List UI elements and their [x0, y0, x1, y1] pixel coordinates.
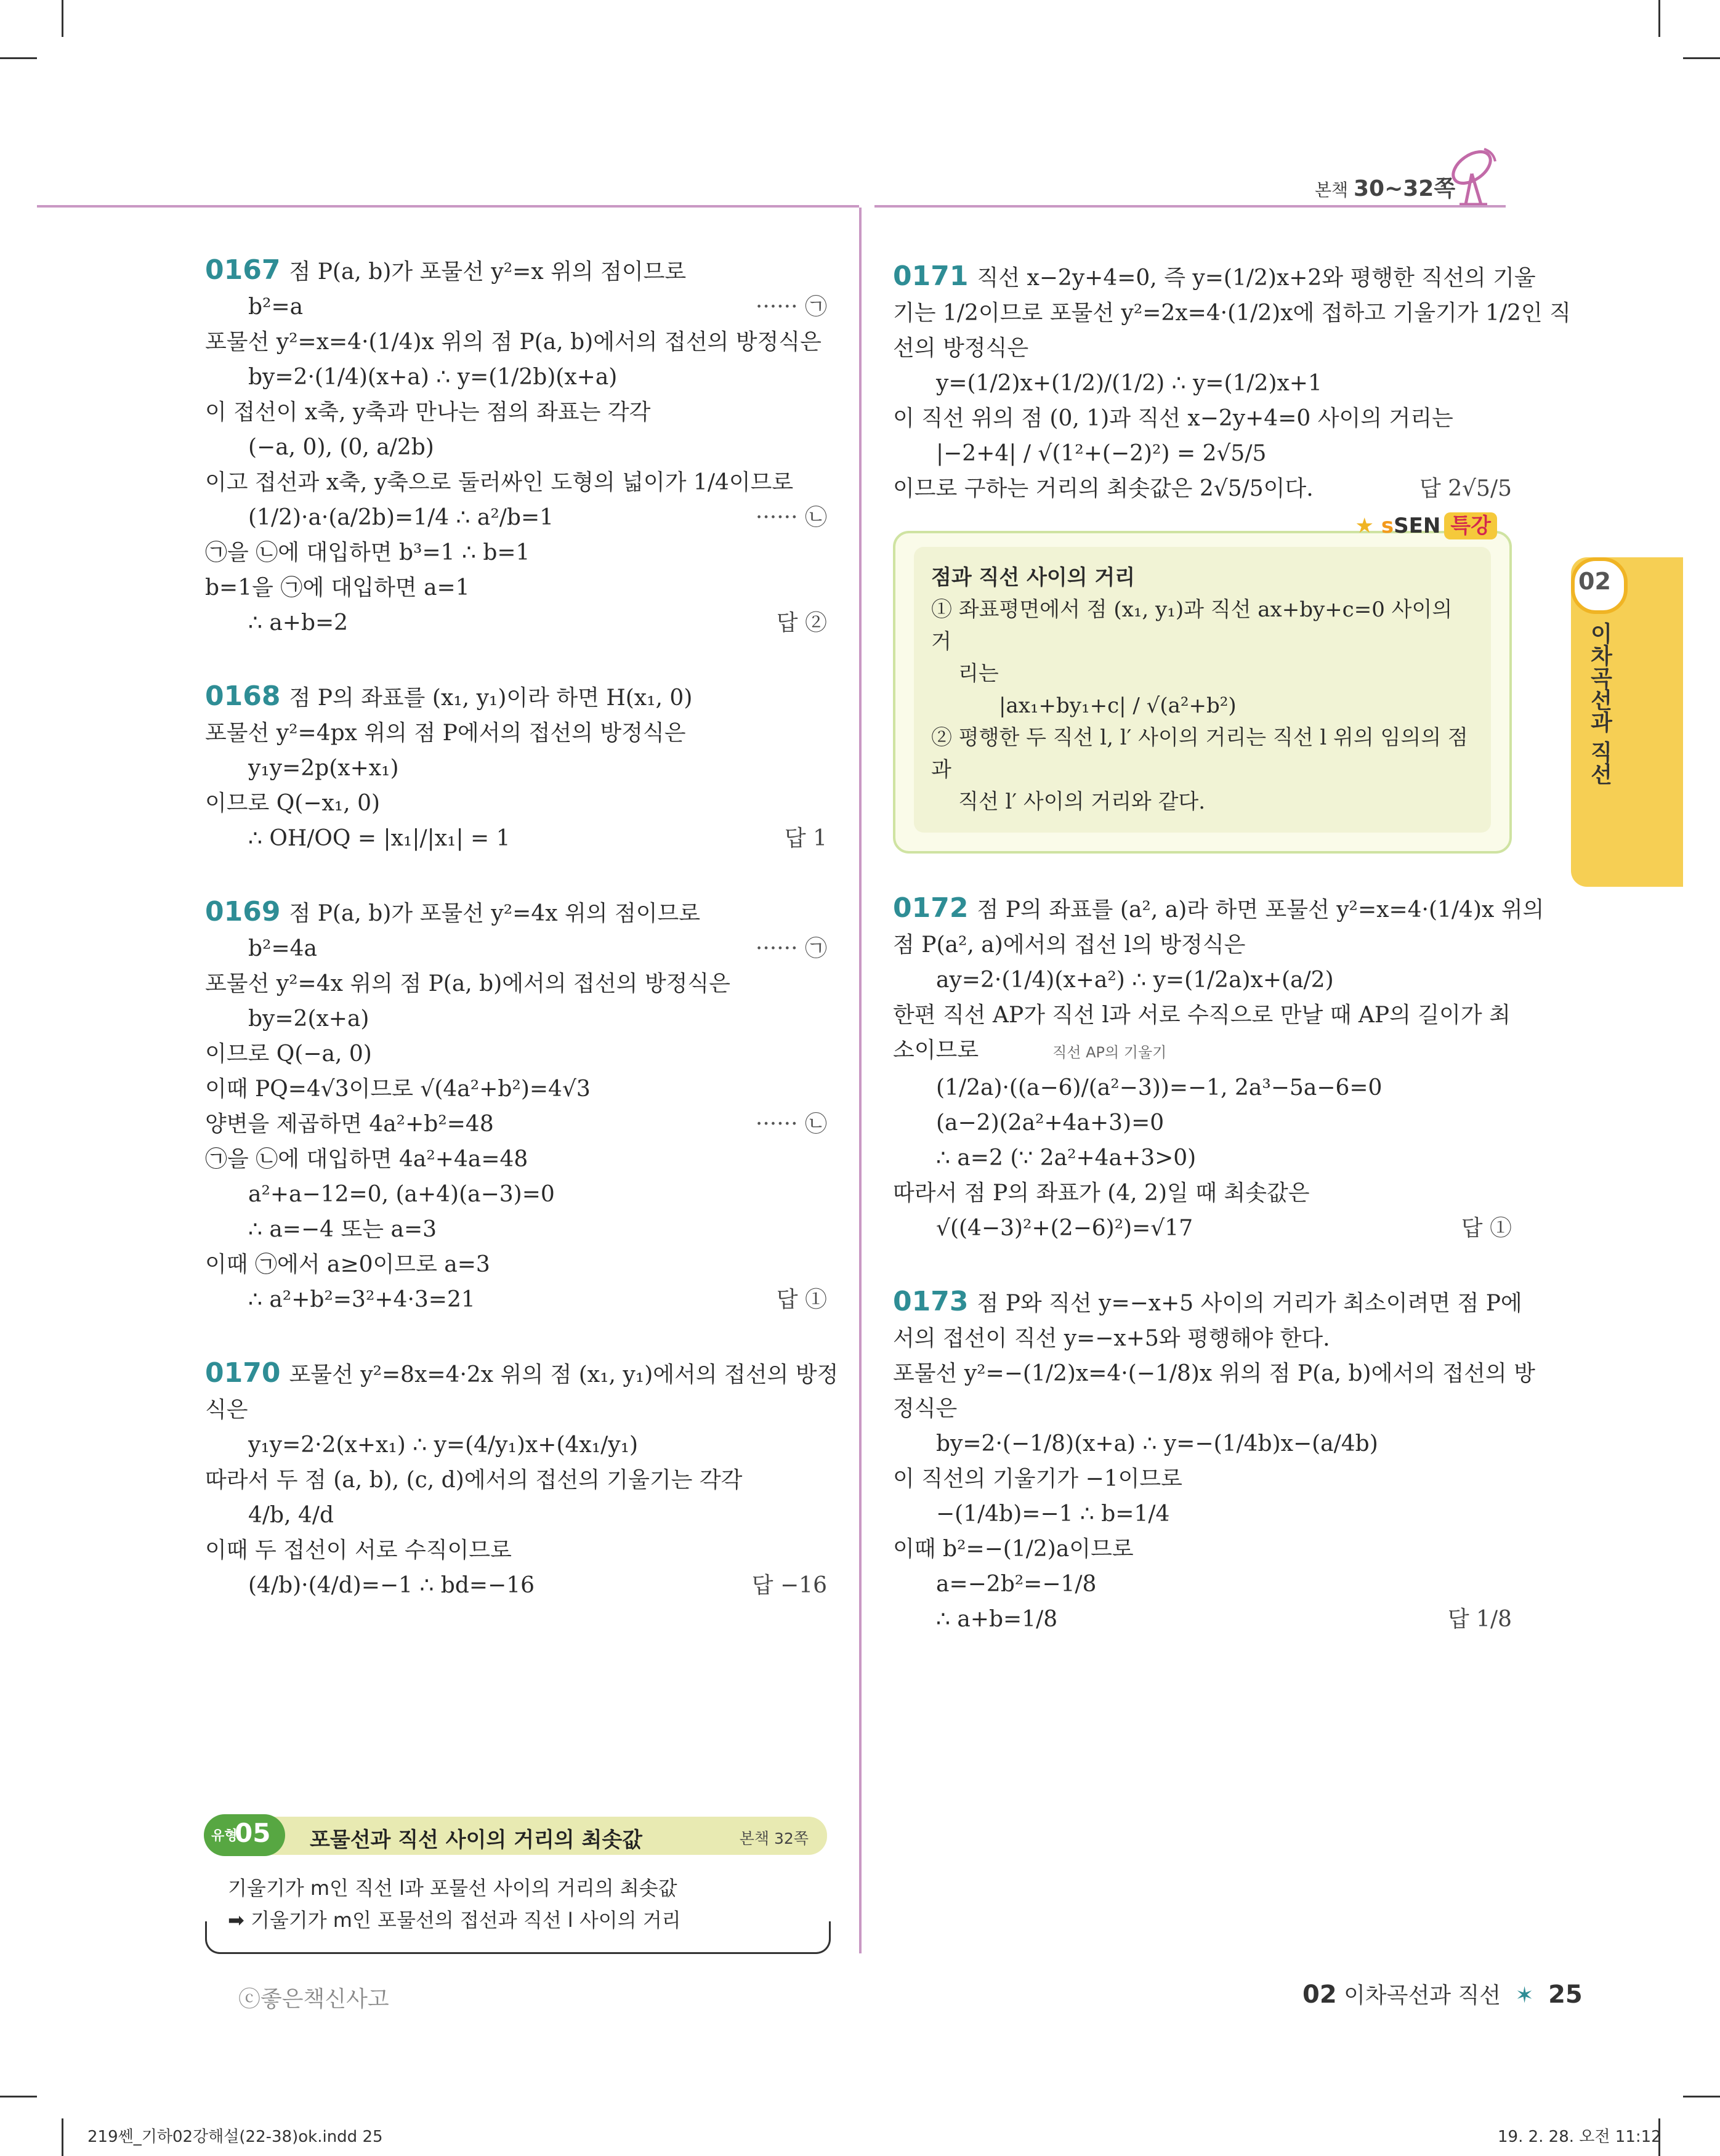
crop-mark: [62, 0, 63, 37]
ssen-logo-sen: SEN: [1394, 514, 1441, 538]
equation-marker: ······ ㉡: [755, 505, 827, 530]
solution-line: ∴ a=2 (∵ 2a²+4a+3>0): [936, 1145, 1197, 1171]
right-column: [893, 259, 1571, 1637]
answer-label: 답 1/8: [1447, 1607, 1512, 1632]
type-box-border: [205, 1921, 831, 1954]
crop-mark: [62, 2118, 63, 2156]
answer-label: 답 ①: [776, 1287, 827, 1312]
solution-line: ∴ a²+b²=3²+4·3=21: [248, 1287, 475, 1312]
type-badge-prefix: 유형: [211, 1828, 238, 1844]
solution-line: a²+a−12=0, (a+4)(a−3)=0: [248, 1182, 555, 1207]
solution-line: 점 P(a², a)에서의 접선 l의 방정식은: [893, 932, 1246, 958]
solution-line: 점 P의 좌표를 (a², a)라 하면 포물선 y²=x=4·(1/4)x 위의: [977, 897, 1544, 923]
footer-star-icon: ✶: [1515, 1983, 1534, 2008]
ssen-item: 리는: [958, 661, 999, 686]
problem-0171: [893, 259, 1571, 506]
problem-number: 0173: [893, 1286, 969, 1317]
solution-line: (1/2a)·((a−6)/(a²−3))=−1, 2a³−5a−6=0: [936, 1075, 1383, 1100]
solution-line: 양변을 제곱하면 4a²+b²=48: [205, 1112, 494, 1137]
solution-line: 4/b, 4/d: [248, 1503, 334, 1528]
star-icon: ★: [1355, 514, 1375, 538]
solution-line: ∴ a+b=1/8: [936, 1607, 1058, 1632]
solution-line: |−2+4| / √(1²+(−2)²) = 2√5/5: [936, 441, 1267, 466]
solution-line: 식은: [205, 1397, 248, 1423]
problem-0167: [205, 252, 827, 640]
problem-number: 0168: [205, 680, 281, 712]
solution-line: √((4−3)²+(2−6)²)=√17: [936, 1216, 1193, 1241]
solution-line: 이 직선 위의 점 (0, 1)과 직선 x−2y+4=0 사이의 거리는: [893, 406, 1453, 431]
type-description-line: ➡ 기울기가 m인 포물선의 접선과 직선 l 사이의 거리: [228, 1908, 681, 1932]
solution-line: 이때 PQ=4√3이므로 √(4a²+b²)=4√3: [205, 1076, 591, 1102]
ssen-logo: [1355, 509, 1497, 544]
problem-0173: [893, 1284, 1535, 1637]
solution-line: 이 접선이 x축, y축과 만나는 점의 좌표는 각각: [205, 400, 651, 425]
solution-line: ㉠을 ㉡에 대입하면 b³=1 ∴ b=1: [205, 540, 530, 565]
header-rule: [37, 205, 859, 208]
footer-chapter-number: 02: [1302, 1980, 1337, 2009]
answer-label: 답 ①: [1461, 1216, 1512, 1241]
solution-line: 기는 1/2이므로 포물선 y²=2x=4·(1/2)x에 접하고 기울기가 1/2인 직: [893, 301, 1571, 326]
ssen-item: ① 좌표평면에서 점 (x₁, y₁)과 직선 ax+by+c=0 사이의 거: [931, 597, 1453, 654]
page-reference: [1315, 171, 1455, 203]
page-reference-prefix: 본책: [1315, 180, 1354, 200]
problem-number: 0172: [893, 892, 969, 924]
satellite-dish-icon: [1441, 143, 1503, 211]
print-date-info: 19. 2. 28. 오전 11:12: [1498, 2128, 1661, 2146]
answer-label: 답 −16: [751, 1573, 827, 1598]
problem-0169: [205, 894, 827, 1317]
ssen-item: ② 평행한 두 직선 l, l′ 사이의 거리는 직선 l 위의 임의의 점과: [931, 725, 1468, 782]
crop-mark: [0, 57, 37, 59]
header-rule: [874, 205, 1506, 208]
solution-line: 이고 접선과 x축, y축으로 둘러싸인 도형의 넓이가 1/4이므로: [205, 470, 794, 495]
type-badge: [204, 1814, 285, 1856]
solution-line: a=−2b²=−1/8: [936, 1572, 1097, 1597]
solution-line: 포물선 y²=4x 위의 점 P(a, b)에서의 접선의 방정식은: [205, 971, 730, 996]
solution-line: 이므로 구하는 거리의 최솟값은 2√5/5이다.: [893, 476, 1314, 501]
type-header: [205, 1817, 827, 1855]
footer-chapter-title: 이차곡선과 직선: [1344, 1983, 1501, 2008]
solution-line: 이때 b²=−(1/2)a이므로: [893, 1536, 1134, 1562]
equation-marker: ······ ㉠: [755, 294, 827, 320]
solution-line: (1/2)·a·(a/2b)=1/4 ∴ a²/b=1: [248, 505, 554, 530]
ssen-formula: |ax₁+by₁+c| / √(a²+b²): [999, 693, 1237, 718]
solution-line: y₁y=2p(x+x₁): [248, 756, 399, 781]
ssen-title: 점과 직선 사이의 거리: [931, 565, 1136, 590]
crop-mark: [0, 2096, 37, 2097]
problem-number: 0171: [893, 260, 969, 292]
solution-line: by=2·(1/4)(x+a) ∴ y=(1/2b)(x+a): [248, 365, 618, 390]
ssen-special-box: [893, 514, 1512, 854]
problem-0172: [893, 890, 1544, 1246]
solution-line: 따라서 두 점 (a, b), (c, d)에서의 접선의 기울기는 각각: [205, 1468, 743, 1493]
solution-line: 정식은: [893, 1396, 958, 1421]
solution-line: (a−2)(2a²+4a+3)=0: [936, 1110, 1165, 1136]
solution-line: 이때 두 접선이 서로 수직이므로: [205, 1538, 512, 1563]
problem-0170: [205, 1355, 839, 1603]
crop-mark: [1683, 57, 1720, 59]
solution-line: 이 직선의 기울기가 −1이므로: [893, 1466, 1182, 1492]
crop-mark: [1658, 0, 1660, 37]
solution-line: y=(1/2)x+(1/2)/(1/2) ∴ y=(1/2)x+1: [936, 371, 1322, 396]
solution-line: ∴ OH/OQ = |x₁|/|x₁| = 1: [248, 826, 511, 851]
problem-number: 0167: [205, 254, 281, 286]
solution-line: 직선 x−2y+4=0, 즉 y=(1/2)x+2와 평행한 직선의 기울: [977, 265, 1536, 291]
solution-line: (−a, 0), (0, a/2b): [248, 435, 434, 460]
left-column: [205, 252, 839, 1641]
solution-line: b²=a: [248, 294, 304, 320]
slope-annotation: 직선 AP의 기울기: [1052, 1044, 1167, 1061]
equation-marker: ······ ㉠: [755, 936, 827, 961]
solution-line: 포물선 y²=−(1/2)x=4·(−1/8)x 위의 점 P(a, b)에서의 접선의 방: [893, 1361, 1535, 1386]
solution-line: 소이므로: [893, 1038, 979, 1063]
solution-line: 포물선 y²=x=4·(1/4)x 위의 점 P(a, b)에서의 접선의 방정식은: [205, 329, 822, 355]
ssen-content: [914, 547, 1491, 833]
solution-line: 서의 접선이 직선 y=−x+5와 평행해야 한다.: [893, 1326, 1330, 1351]
solution-line: ∴ a+b=2: [248, 610, 349, 636]
solution-line: 이므로 Q(−x₁, 0): [205, 791, 381, 816]
answer-label: 답 1: [784, 826, 827, 851]
problem-0168: [205, 679, 827, 856]
solution-line: 점 P의 좌표를 (x₁, y₁)이라 하면 H(x₁, 0): [289, 685, 693, 711]
ssen-item: 직선 l′ 사이의 거리와 같다.: [958, 789, 1206, 814]
solution-line: ay=2·(1/4)(x+a²) ∴ y=(1/2a)x+(a/2): [936, 967, 1334, 993]
ssen-logo-tag: 특강: [1444, 512, 1497, 539]
answer-label: 답 2√5/5: [1419, 476, 1512, 501]
solution-line: 따라서 점 P의 좌표가 (4, 2)일 때 최솟값은: [893, 1181, 1310, 1206]
solution-line: 점 P와 직선 y=−x+5 사이의 거리가 최소이려면 점 P에: [977, 1291, 1522, 1316]
type-badge-number: 05: [235, 1818, 271, 1848]
solution-line: by=2·(−1/8)(x+a) ∴ y=−(1/4b)x−(a/4b): [936, 1431, 1378, 1456]
solution-line: 선의 방정식은: [893, 336, 1029, 361]
copyright: ⓒ좋은책신사고: [238, 1987, 389, 2012]
solution-line: 포물선 y²=8x=4·2x 위의 점 (x₁, y₁)에서의 접선의 방정: [289, 1362, 839, 1387]
page-reference-pages: 30~32쪽: [1354, 176, 1456, 201]
page-footer: [1302, 1978, 1583, 2009]
print-file-info: 219쎈_기하02강해설(22-38)ok.indd 25: [87, 2128, 383, 2146]
crop-mark: [1683, 2096, 1720, 2097]
solution-line: 점 P(a, b)가 포물선 y²=x 위의 점이므로: [289, 259, 687, 285]
solution-line: 이므로 Q(−a, 0): [205, 1041, 372, 1067]
solution-line: 이때 ㉠에서 a≥0이므로 a=3: [205, 1252, 490, 1277]
solution-line: −(1/4b)=−1 ∴ b=1/4: [936, 1501, 1170, 1527]
equation-marker: ······ ㉡: [755, 1112, 827, 1137]
chapter-side-title: 이차곡선과 직선: [1587, 622, 1612, 785]
solution-line: ㉠을 ㉡에 대입하면 4a²+4a=48: [205, 1147, 528, 1172]
solution-line: 한편 직선 AP가 직선 l과 서로 수직으로 만날 때 AP의 길이가 최: [893, 1003, 1511, 1028]
solution-line: ∴ a=−4 또는 a=3: [248, 1217, 437, 1242]
answer-label: 답 ②: [776, 610, 827, 636]
solution-line: by=2(x+a): [248, 1006, 369, 1032]
solution-line: b²=4a: [248, 936, 318, 961]
solution-line: 포물선 y²=4px 위의 점 P에서의 접선의 방정식은: [205, 721, 686, 746]
type-title: 포물선과 직선 사이의 거리의 최솟값: [310, 1828, 643, 1852]
chapter-side-number: 02: [1578, 568, 1611, 595]
type-description-line: 기울기가 m인 직선 l과 포물선 사이의 거리의 최솟값: [228, 1876, 677, 1900]
column-divider: [859, 208, 862, 1953]
solution-line: b=1을 ㉠에 대입하면 a=1: [205, 575, 470, 600]
problem-number: 0169: [205, 896, 281, 927]
page-number: 25: [1548, 1980, 1583, 2009]
ssen-logo-s: s: [1381, 514, 1394, 538]
problem-number: 0170: [205, 1357, 281, 1389]
solution-line: y₁y=2·2(x+x₁) ∴ y=(4/y₁)x+(4x₁/y₁): [248, 1432, 639, 1458]
type-reference: 본책 32쪽: [739, 1830, 809, 1847]
solution-line: 점 P(a, b)가 포물선 y²=4x 위의 점이므로: [289, 901, 701, 926]
solution-line: (4/b)·(4/d)=−1 ∴ bd=−16: [248, 1573, 535, 1598]
